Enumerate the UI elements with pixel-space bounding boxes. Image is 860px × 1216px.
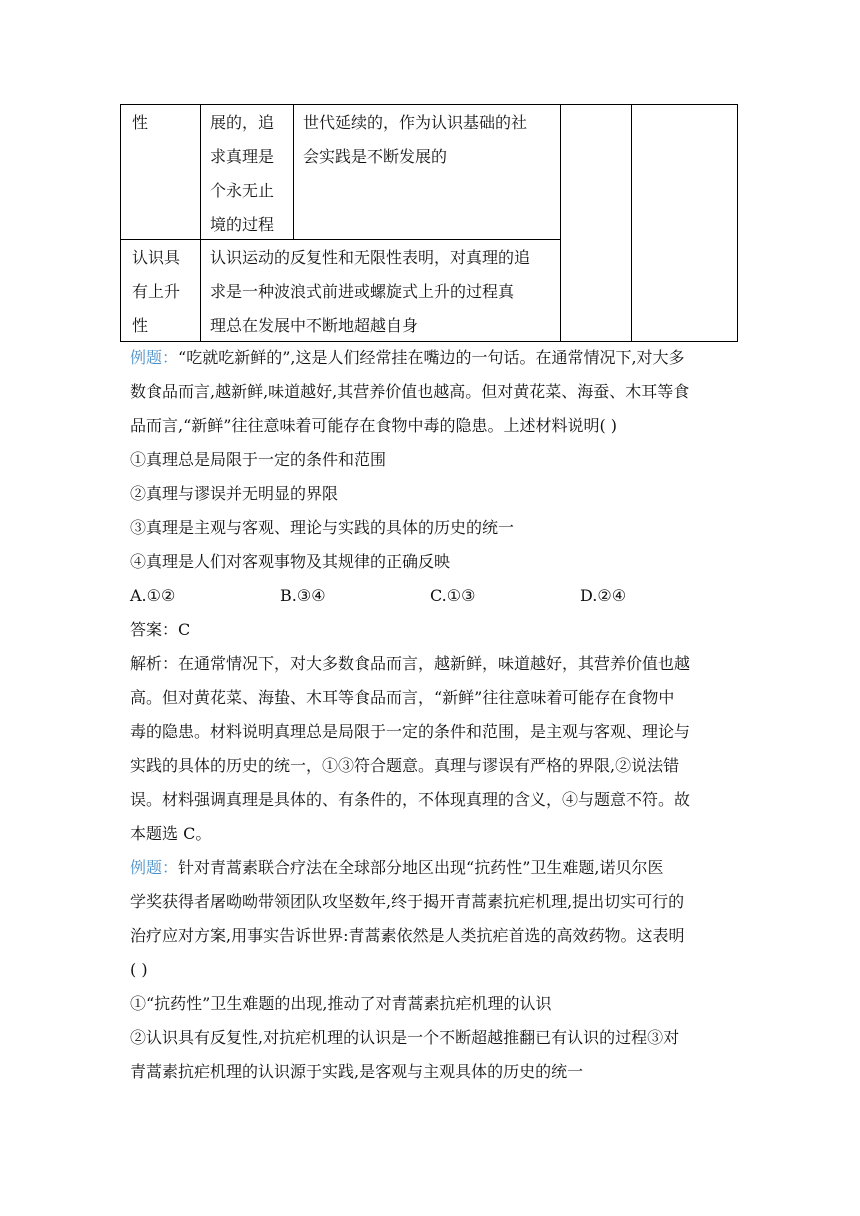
table-cell [303, 106, 559, 174]
table-col-divider [200, 104, 201, 342]
cell-line: 求是一种波浪式前进或螺旋式上升的过程真 [210, 282, 515, 301]
analysis-line: 解析：在通常情况下，对大多数食品而言，越新鲜，味道越好，其营养价值也越 [130, 654, 691, 673]
analysis-line: 本题选 C。 [130, 824, 212, 843]
cell-line: 境的过程 [210, 215, 275, 234]
option-a: A.①② [130, 586, 176, 605]
question-1-stem-line: 品而言,“新鲜”往往意味着可能存在食物中毒的隐患。上述材料说明( ) [130, 416, 618, 435]
cell-line: 世代延续的，作为认识基础的社 [303, 113, 528, 132]
statement: ③真理是主观与客观、理论与实践的具体的历史的统一 [130, 518, 515, 537]
table-row-divider [120, 239, 560, 240]
table-border-right [737, 104, 738, 342]
cell-line: 有上升 [132, 282, 181, 301]
question-2-stem-line: 治疗应对方案,用事实告诉世界:青蒿素依然是人类抗疟首选的高效药物。这表明 [130, 926, 685, 945]
option-d: D.②④ [580, 586, 627, 605]
table-col-divider [293, 104, 294, 240]
cell-line: 个永无止 [210, 181, 275, 200]
analysis-line: 毒的隐患。材料说明真理总是局限于一定的条件和范围，是主观与客观、理论与 [130, 722, 691, 741]
analysis-line: 高。但对黄花菜、海蛰、木耳等食品而言，“新鲜”往往意味着可能存在食物中 [130, 688, 675, 707]
table-border-left [120, 104, 121, 342]
statement: 青蒿素抗疟机理的认识源于实践,是客观与主观具体的历史的统一 [130, 1062, 584, 1081]
analysis-line: 实践的具体的历史的统一，①③符合题意。真理与谬误有严格的界限,②说法错 [130, 756, 680, 775]
cell-line: 认识具 [132, 248, 181, 267]
question-2-stem-line: 例题：针对青蒿素联合疗法在全球部分地区出现“抗药性”卫生难题,诺贝尔医 [130, 858, 664, 877]
question-2-stem-line: ( ) [130, 960, 148, 979]
option-c: C.①③ [430, 586, 476, 605]
example-label: 例题： [130, 348, 179, 367]
cell-line: 会实践是不断发展的 [303, 147, 448, 166]
statement: ①真理总是局限于一定的条件和范围 [130, 450, 387, 469]
example-label: 例题： [130, 858, 179, 877]
cell-line: 展的，追 [210, 113, 275, 132]
statement: ④真理是人们对客观事物及其规律的正确反映 [130, 552, 451, 571]
cell-line: 认识运动的反复性和无限性表明，对真理的追 [210, 248, 531, 267]
comparison-table [120, 104, 738, 342]
cell-line: 性 [132, 316, 149, 335]
table-border-top [120, 104, 738, 105]
question-1-stem-line: 数食品而言,越新鲜,味道越好,其营养价值也越高。但对黄花菜、海蚕、木耳等食 [130, 382, 690, 401]
statement: ②认识具有反复性,对抗疟机理的认识是一个不断超越推翻已有认识的过程③对 [130, 1028, 680, 1047]
answer: 答案：C [130, 620, 191, 639]
cell-line: 理总在发展中不断地超越自身 [210, 316, 419, 335]
analysis-line: 误。材料强调真理是具体的、有条件的，不体现真理的含义，④与题意不符。故 [130, 790, 691, 809]
table-cell [210, 106, 290, 242]
statement: ②真理与谬误并无明显的界限 [130, 484, 339, 503]
option-b: B.③④ [280, 586, 326, 605]
question-1-stem-line: 例题：“吃就吃新鲜的”,这是人们经常挂在嘴边的一句话。在通常情况下,对大多 [130, 348, 685, 367]
table-cell [132, 241, 180, 343]
table-cell [210, 241, 560, 343]
table-col-divider [560, 104, 561, 342]
cell-line: 求真理是 [210, 147, 275, 166]
question-2-stem-line: 学奖获得者屠呦呦带领团队攻坚数年,终于揭开青蒿素抗疟机理,提出切实可行的 [130, 892, 685, 911]
statement: ①“抗药性”卫生难题的出现,推动了对青蒿素抗疟机理的认识 [130, 994, 552, 1013]
table-cell: 性 [132, 113, 149, 132]
table-col-divider [631, 104, 632, 342]
